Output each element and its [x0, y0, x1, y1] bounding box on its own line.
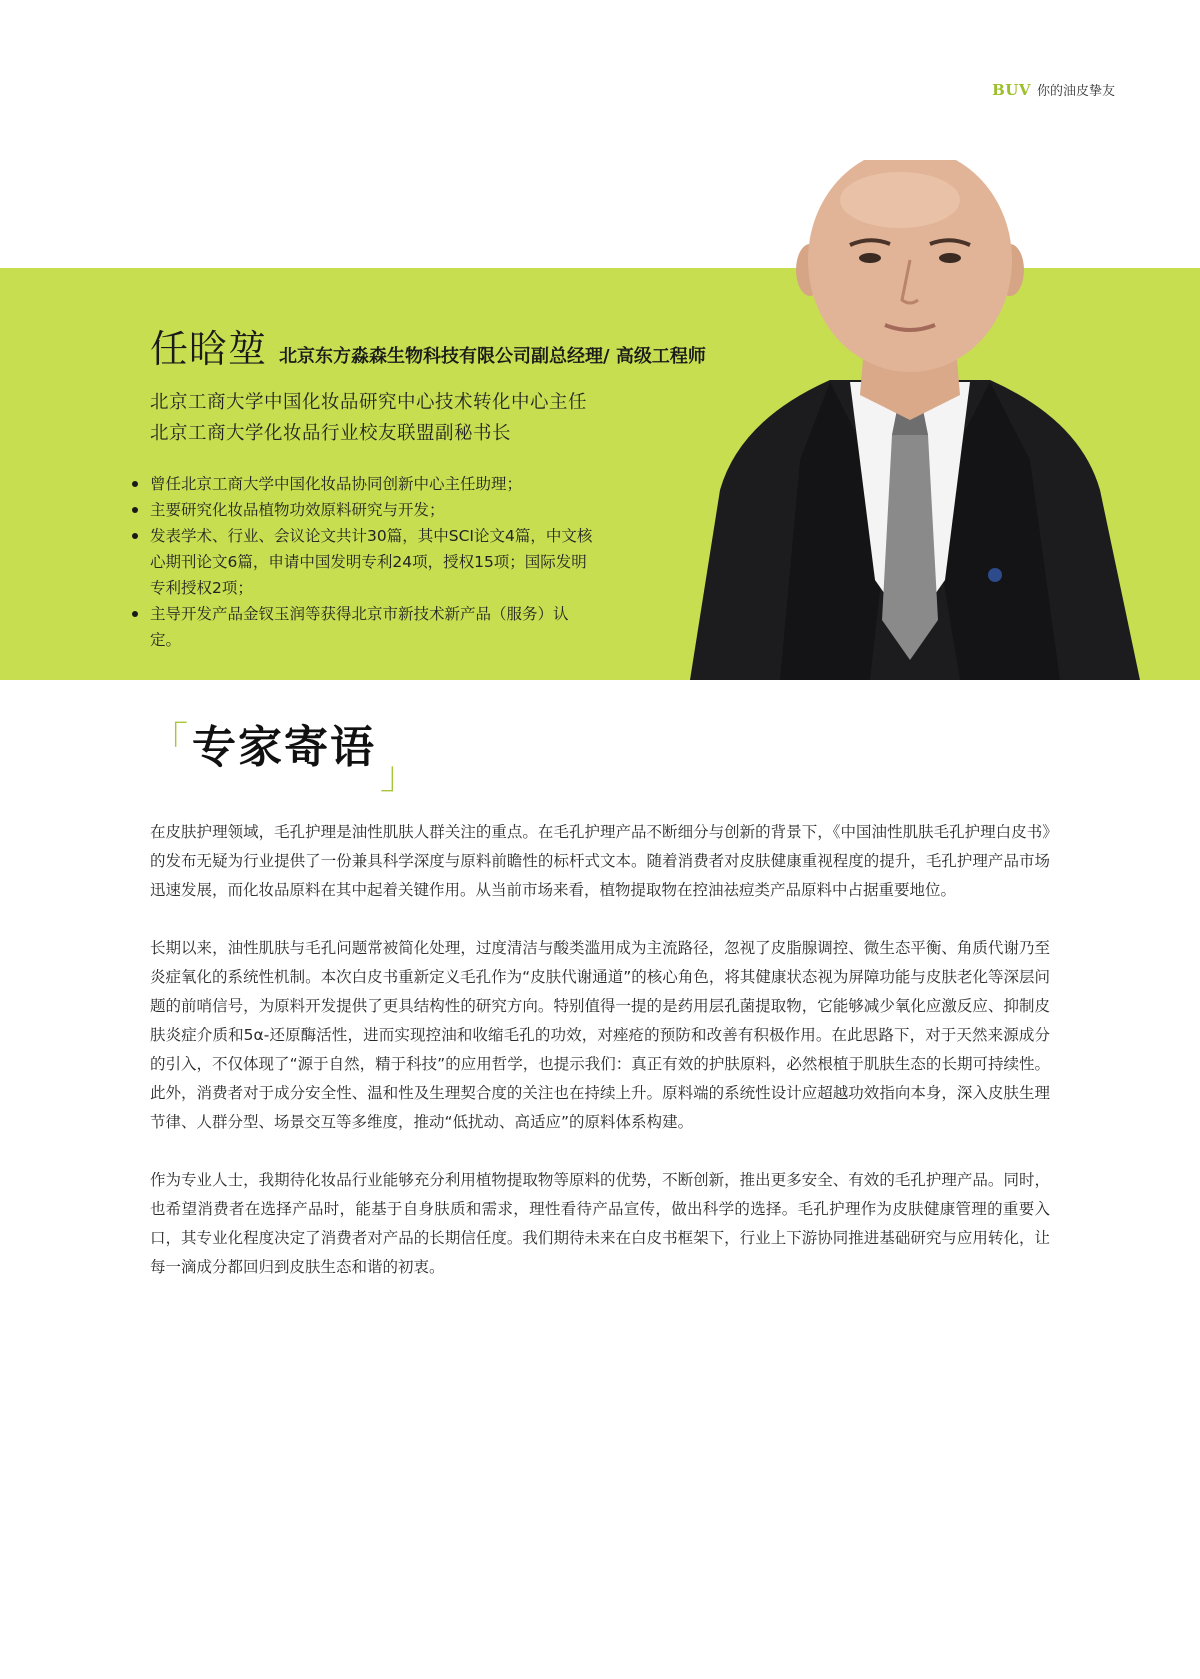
- bracket-close: 」: [380, 753, 419, 797]
- roles: [150, 387, 710, 449]
- role-line: 北京工商大学化妆品行业校友联盟副秘书长: [150, 423, 512, 444]
- person-title: 北京东方淼森生物科技有限公司副总经理/ 高级工程师: [279, 346, 706, 367]
- role-line: 北京工商大学中国化妆品研究中心技术转化中心主任: [150, 392, 588, 413]
- brand-logo: BUV: [992, 81, 1031, 99]
- profile-bio: [150, 318, 710, 653]
- portrait-photo: [660, 160, 1160, 680]
- header-brand: [992, 80, 1115, 99]
- brand-slogan: 你的油皮挚友: [1036, 84, 1115, 99]
- person-name: 任晗堃: [150, 327, 268, 371]
- achievement-item: 发表学术、行业、会议论文共计30篇，其中SCI论文4篇，中文核心期刊论文6篇，申请中国发明专利24项，授权15项；国际发明专利授权2项；: [126, 523, 596, 601]
- paragraph: 作为专业人士，我期待化妆品行业能够充分利用植物提取物等原料的优势，不断创新，推出更多安全、有效的毛孔护理产品。同时，也希望消费者在选择产品时，能基于自身肤质和需求，理性看待产品宣传，做出科学的选择。毛孔护理作为皮肤健康管理的重要入口，其专业化程度决定了消费者对产品的长期信任度。我们期待未来在白皮书框架下，行业上下游协同推进基础研究与应用转化，让每一滴成分都回归到皮肤生态和谐的初衷。: [150, 1171, 1050, 1276]
- paragraph: 长期以来，油性肌肤与毛孔问题常被简化处理，过度清洁与酸类滥用成为主流路径，忽视了皮脂腺调控、微生态平衡、角质代谢乃至炎症氧化的系统性机制。本次白皮书重新定义毛孔作为“皮肤代谢通道”的核心角色，将其健康状态视为屏障功能与皮肤老化等深层问题的前哨信号，为原料开发提供了更具结构性的研究方向。特别值得一提的是药用层孔菌提取物，它能够减少氧化应激反应、抑制皮肤炎症介质和5α-还原酶活性，进而实现控油和收缩毛孔的功效，对痤疮的预防和改善有积极作用。在此思路下，对于天然来源成分的引入，不仅体现了“源于自然，精于科技”的应用哲学，也提示我们：真正有效的护肤原料，必然根植于肌肤生态的长期可持续性。此外，消费者对于成分安全性、温和性及生理契合度的关注也在持续上升。原料端的系统性设计应超越功效指向本身，深入皮肤生理节律、人群分型、场景交互等多维度，推动“低扰动、高适应”的原料体系构建。: [150, 939, 1050, 1131]
- section-title: [150, 719, 419, 797]
- achievement-item: 曾任北京工商大学中国化妆品协同创新中心主任助理；: [126, 471, 596, 497]
- paragraph: 在皮肤护理领域，毛孔护理是油性肌肤人群关注的重点。在毛孔护理产品不断细分与创新的背景下，《中国油性肌肤毛孔护理白皮书》的发布无疑为行业提供了一份兼具科学深度与原料前瞻性的标杆式文本。随着消费者对皮肤健康重视程度的提升，毛孔护理产品市场迅速发展，而化妆品原料在其中起着关键作用。从当前市场来看，植物提取物在控油祛痘类产品原料中占据重要地位。: [150, 823, 1050, 899]
- bracket-open: 「: [150, 719, 189, 763]
- achievement-list: [126, 471, 596, 653]
- article-body: [150, 818, 1050, 1311]
- achievement-item: 主要研究化妆品植物功效原料研究与开发；: [126, 497, 596, 523]
- name-row: [150, 318, 710, 373]
- section-heading: 专家寄语: [192, 722, 377, 773]
- achievement-item: 主导开发产品金钗玉润等获得北京市新技术新产品（服务）认定。: [126, 601, 596, 653]
